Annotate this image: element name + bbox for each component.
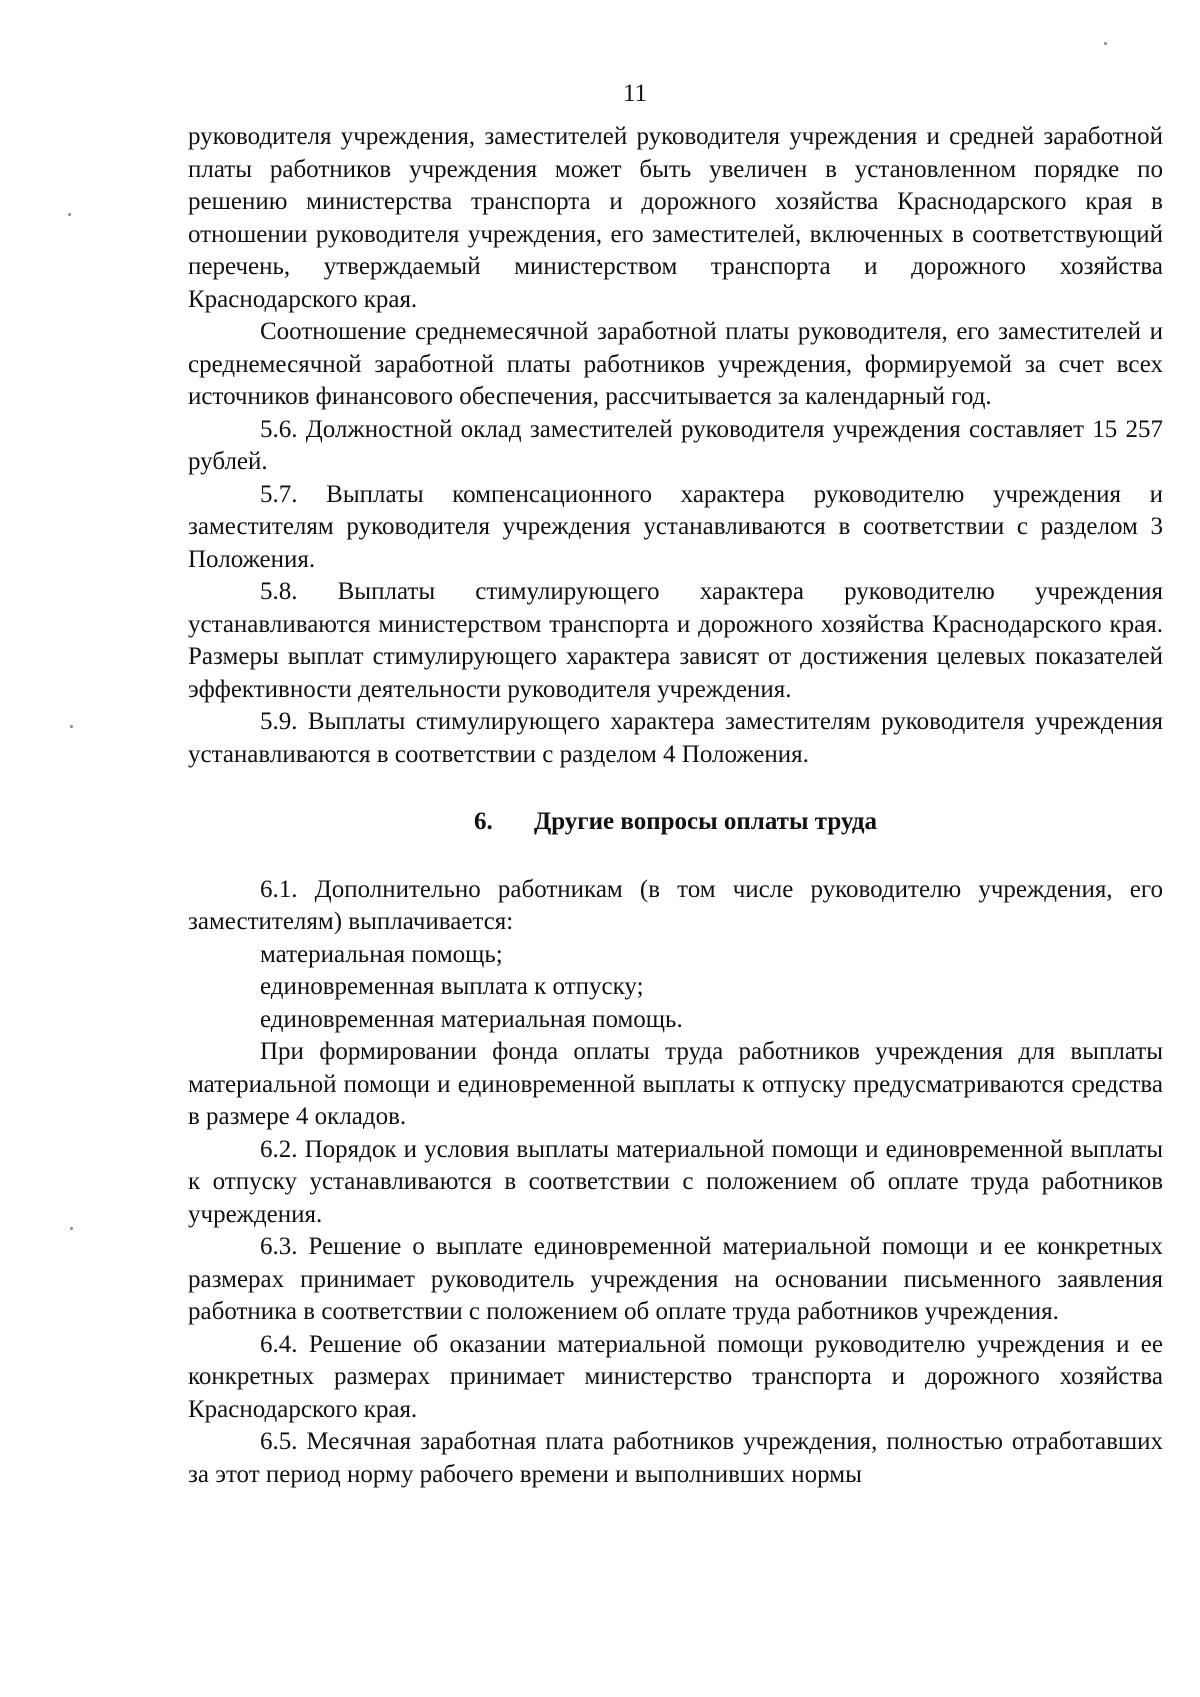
paragraph-6-1: 6.1. Дополнительно работникам (в том числе руководителю учреждения, его заместителям) выплачивается: xyxy=(188,875,1163,935)
paragraph-fund: При формировании фонда оплаты труда работников учреждения для выплаты материальной помощи и единовременной выплаты к отпуску предусматриваются средства в размере 4 окладов. xyxy=(188,1038,1163,1130)
paragraph-ratio: Соотношение среднемесячной заработной платы руководителя, его заместителей и среднемесячной заработной платы работников учреждения, формируемой за счет всех источников финансового обеспечения, рассчитывается за календарный год. xyxy=(188,318,1163,410)
paragraph-5-7: 5.7. Выплаты компенсационного характера руководителю учреждения и заместителям руководителя учреждения устанавливаются в соответствии с разделом 3 Положения. xyxy=(188,480,1163,573)
paragraph-5-6: 5.6. Должностной оклад заместителей руководителя учреждения составляет 15 257 рублей. xyxy=(188,415,1163,475)
document-body xyxy=(188,121,1163,1491)
scan-speck xyxy=(1104,42,1107,45)
section-number: 6. xyxy=(474,808,493,835)
paragraph-6-5: 6.5. Месячная заработная плата работников учреждения, полностью отработавших за этот период норму рабочего времени и выполнивших нормы xyxy=(188,1428,1163,1488)
section-heading xyxy=(188,806,1163,839)
paragraph-5-9: 5.9. Выплаты стимулирующего характера заместителям руководителя учреждения устанавливаются в соответствии с разделом 4 Положения. xyxy=(188,708,1163,768)
paragraph-5-8: 5.8. Выплаты стимулирующего характера руководителю учреждения устанавливаются министерством транспорта и дорожного хозяйства Краснодарского края. Размеры выплат стимулирующего характера зависят от достижения целевых показателей эффективности деятельности руководителя учреждения. xyxy=(188,578,1163,703)
paragraph-6-3: 6.3. Решение о выплате единовременной материальной помощи и ее конкретных размерах принимает руководитель учреждения на основании письменного заявления работника в соответствии с положением об оплате труда работников учреждения. xyxy=(188,1233,1163,1325)
scan-speck xyxy=(68,213,71,216)
section-title: Другие вопросы оплаты труда xyxy=(534,808,877,835)
page-number: 11 xyxy=(622,80,648,107)
paragraph-6-4: 6.4. Решение об оказании материальной помощи руководителю учреждения и ее конкретных размерах принимает министерство транспорта и дорожного хозяйства Краснодарского края. xyxy=(188,1330,1163,1423)
scan-speck xyxy=(70,1227,73,1230)
list-item: материальная помощь; xyxy=(260,940,503,968)
list-item: единовременная материальная помощь. xyxy=(260,1005,683,1033)
paragraph-continuation: руководителя учреждения, заместителей руководителя учреждения и средней заработной платы работников учреждения может быть увеличен в установленном порядке по решению министерства транспорта и дорожного хозяйства Краснодарского края в отношении руководителя учреждения, его заместителей, включенных в соответствующий перечень, утверждаемый министерством транспорта и дорожного хозяйства Краснодарского края. xyxy=(188,123,1163,313)
paragraph-6-2: 6.2. Порядок и условия выплаты материальной помощи и единовременной выплаты к отпуску устанавливаются в соответствии с положением об оплате труда работников учреждения. xyxy=(188,1135,1163,1228)
list-item: единовременная выплата к отпуску; xyxy=(260,973,644,1000)
scan-speck xyxy=(70,725,73,728)
